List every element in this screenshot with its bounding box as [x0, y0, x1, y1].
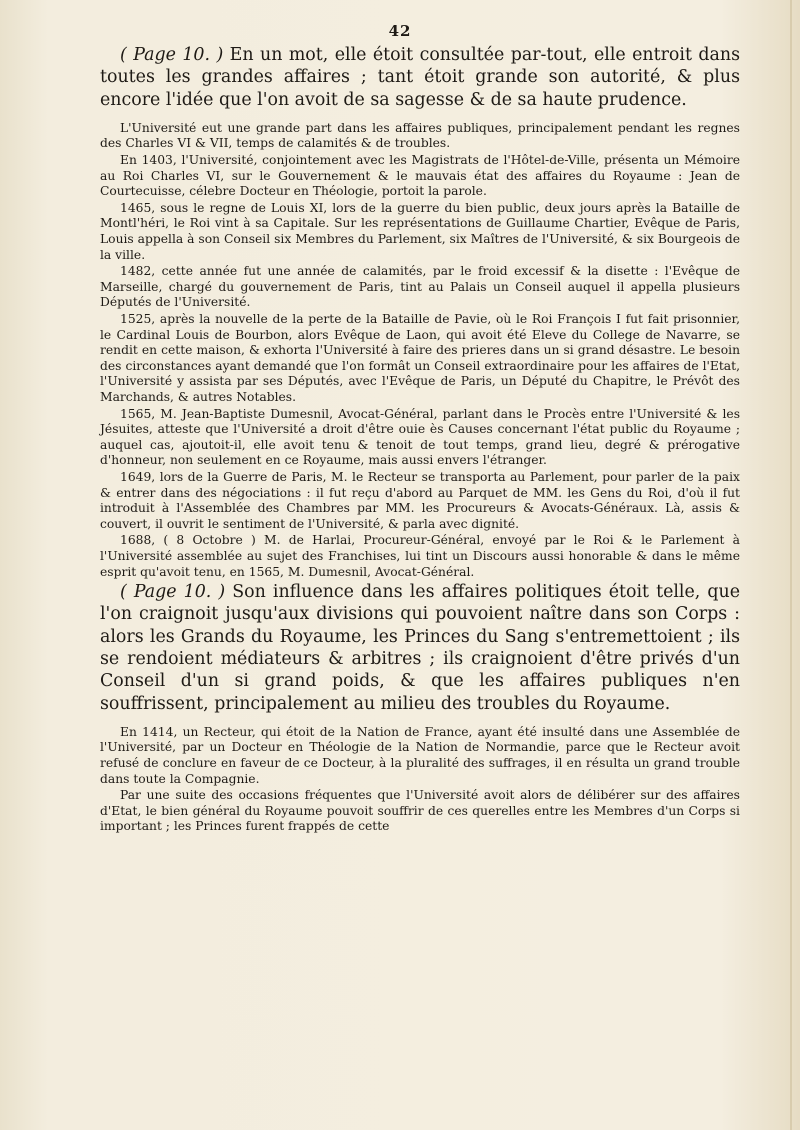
note-paragraph — [100, 407, 740, 469]
note-paragraph — [100, 201, 740, 263]
paragraph-text: 1565, M. Jean-Baptiste Dumesnil, Avocat-Général, parlant dans le Procès entre l'Université & les Jésuites, atteste que l'Université a droit d'être ouie ès Causes concernant l'état public du Royaume ; auquel cas, ajoutoit-il, elle avoit tenu & tenoit de tout temps, grand lieu, degré & prérogative d'honneur, non seulement en ce Royaume, mais aussi envers l'étranger. — [100, 406, 740, 468]
paragraph-text: L'Université eut une grande part dans les affaires publiques, principalement pendant les regnes des Charles VI & VII, temps de calamités & de troubles. — [100, 120, 740, 151]
main-paragraph — [100, 581, 740, 715]
paragraph-text: En 1414, un Recteur, qui étoit de la Nation de France, ayant été insulté dans une Assemblée de l'Université, par un Docteur en Théologie de la Nation de Normandie, parce que le Recteur avoit refusé de conclure en faveur de ce Docteur, à la pluralité des suffrages, il en résulta un grand trouble dans toute la Compagnie. — [100, 724, 740, 786]
note-paragraph — [100, 470, 740, 532]
paragraph-text: 1649, lors de la Guerre de Paris, M. le Recteur se transporta au Parlement, pour parler de la paix & entrer dans des négociations : il fut reçu d'abord au Parquet de MM. les Gens du Roi, d'où il fut introduit à l'Assemblée des Chambres par MM. les Procureurs & Avocats-Généraux. Là, assis & couvert, il ouvrit le sentiment de l'Université, & parla avec dignité. — [100, 469, 740, 531]
paragraph-text: 1688, ( 8 Octobre ) M. de Harlai, Procureur-Général, envoyé par le Roi & le Parlement à l'Université assemblée au sujet des Franchises, lui tint un Discours aussi honorable & dans le même esprit qu'avoit tenu, en 1565, M. Dumesnil, Avocat-Général. — [100, 533, 740, 579]
paragraph-text: En 1403, l'Université, conjointement avec les Magistrats de l'Hôtel-de-Ville, présenta un Mémoire au Roi Charles VI, sur le Gouvernement & le mauvais état des affaires du Royaume : Jean de Courtecuisse, célebre Docteur en Théologie, portoit la parole. — [100, 153, 740, 199]
paragraph-text: 1482, cette année fut une année de calamités, par le froid excessif & la disette : l'Evêque de Marseille, chargé du gouvernement de Paris, tint au Palais un Conseil auquel il appella plusieurs Députés de l'Université. — [100, 264, 740, 310]
note-paragraph — [100, 533, 740, 580]
paragraph-text: 1525, après la nouvelle de la perte de la Bataille de Pavie, où le Roi François I fut fait prisonnier, le Cardinal Louis de Bourbon, alors Evêque de Laon, qui avoit été Eleve du College de Navarre, se rendit en cette maison, & exhorta l'Université à faire des prieres dans un si grand désastre. Le besoin des circonstances ayant demandé que l'on formât un Conseil extraordinaire pour les affaires de l'Etat, l'Université y assista par ses Députés, avec l'Evêque de Paris, un Député du Chapitre, le Prévôt des Marchands, & autres Notables. — [100, 312, 740, 404]
page-text — [100, 44, 740, 836]
main-paragraph — [100, 44, 740, 111]
page-reference: ( Page 10. ) — [120, 45, 224, 65]
page-reference: ( Page 10. ) — [120, 582, 226, 603]
paragraph-text: 1465, sous le regne de Louis XI, lors de la guerre du bien public, deux jours après la Bataille de Montl'héri, le Roi vint à sa Capitale. Sur les représentations de Guillaume Chartier, Evêque de Paris, Louis appella à son Conseil six Membres du Parlement, six Maîtres de l'Université, & six Bourgeois de la ville. — [100, 200, 740, 262]
paragraph-text: Par une suite des occasions fréquentes que l'Université avoit alors de délibérer sur des affaires d'Etat, le bien général du Royaume pouvoit souffrir de ces querelles entre les Membres d'un Corps si important ; les Princes furent frappés de cette — [100, 788, 740, 834]
paragraph-text: En un mot, elle étoit consultée par-tout, elle entroit dans toutes les grandes affaires ; tant étoit grande son autorité, & plus encore l'idée que l'on avoit de sa sagesse & de sa haute prudence. — [100, 45, 740, 110]
page-number: 42 — [388, 22, 412, 40]
note-paragraph — [100, 264, 740, 311]
note-paragraph — [100, 725, 740, 787]
page-edge — [790, 0, 792, 1130]
note-paragraph — [100, 788, 740, 835]
paragraph-text: Son influence dans les affaires politiques étoit telle, que l'on craignoit jusqu'aux divisions qui pouvoient naître dans son Corps : alors les Grands du Royaume, les Princes du Sang s'entremettoient ; ils se rendoient médiateurs & arbitres ; ils craignoient d'être privés d'un Conseil d'un si grand poids, & que les affaires publiques n'en souffrissent, principalement au milieu des troubles du Royaume. — [100, 582, 741, 714]
note-paragraph — [100, 312, 740, 406]
note-paragraph — [100, 153, 740, 200]
note-paragraph — [100, 121, 740, 152]
